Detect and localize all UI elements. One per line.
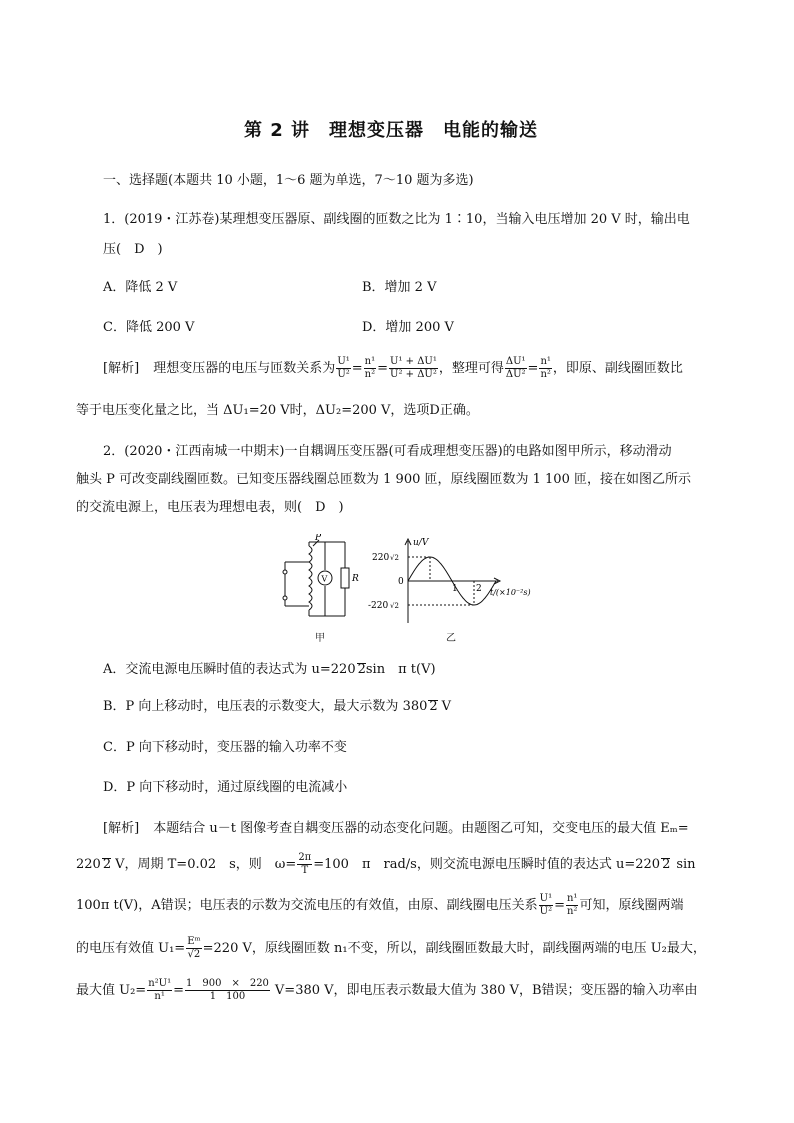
fraction-du1-du2: $\frac{\text{ΔU¹}}{\text{ΔU²}}$: [505, 356, 526, 380]
circuit-figure: [275, 534, 375, 626]
fraction-u1-u2: $\frac{\text{U¹}}{\text{U²}}$: [337, 356, 350, 380]
q1-analysis-text-a: 理想变压器的电压与匝数关系为: [153, 361, 336, 376]
analysis-label: [解析]: [103, 821, 140, 836]
fraction-2pi-T: $\frac{2\pi}{T}$: [298, 852, 312, 876]
circuit-label-p: P: [315, 534, 322, 543]
fraction-u1-u2-q2: $\frac{\text{U¹}}{\text{U²}}$: [539, 893, 553, 917]
voltage-graph: [368, 535, 548, 627]
graph-ybottom: -220: [368, 601, 389, 611]
analysis-label: [解析]: [103, 361, 140, 376]
q1-analysis-text-b: ，整理可得: [438, 361, 504, 376]
figure-caption-right: 乙: [446, 633, 456, 644]
graph-x1: 1: [452, 584, 458, 594]
q2-option-d: D．P 向下移动时，通过原线圈的电流减小: [103, 780, 348, 795]
q1-option-d: D．增加 200 V: [362, 320, 454, 335]
q1-analysis-line2: 等于电压变化量之比，当 ΔU₁=20 V时，ΔU₂=200 V，选项D正确。: [76, 403, 479, 418]
fraction-em-sqrt2: $\frac{\text{Eᵐ}}{√2}$: [187, 936, 201, 960]
q1-option-c: C．降低 200 V: [103, 320, 195, 335]
graph-zero: 0: [398, 577, 404, 587]
q1-option-b: B．增加 2 V: [362, 280, 437, 295]
graph-x2: 2: [476, 584, 482, 594]
q2-analysis-line1: [解析] 本题结合 u－t 图像考查自耦变压器的动态变化问题。由题图乙可知，交变电压的最大值 Eₘ=: [103, 821, 689, 836]
page-title: 第 2 讲 理想变压器 电能的输送: [244, 120, 539, 141]
q1-analysis-line1: [解析] 理想变压器的电压与匝数关系为 $\frac{\text{U¹}}{\text{U²}}$ = $\frac{\text{n¹}}{\text{n²}}$ = $\frac{\text{U¹ + ΔU¹}}{\text{U² + ΔU²}}$ ，整理可得 $\frac{\text{ΔU¹}}{\text{ΔU²}}$ = $\frac{\text{n¹}}{\text{n²}}$ ，即原、副线圈匝数比: [103, 356, 683, 380]
fraction-1900x220-1100: $\frac{1 900 \times 220}{1 100}$: [186, 978, 269, 1002]
q2-analysis-line2: 220 2 V，周期 T=0.02 s，则 ω= $\frac{2\pi}{T}$ =100 π rad/s，则交流电源电压瞬时值的表达式 u=220 2 sin: [76, 852, 696, 876]
fraction-n1-n2-q2: $\frac{\text{n¹}}{\text{n²}}$: [566, 893, 578, 917]
figure-caption-left: 甲: [315, 633, 325, 644]
q2-stem-line1: 2．(2020・江西南城一中期末)一自耦调压变压器(可看成理想变压器)的电路如图甲所示，移动滑动: [103, 444, 672, 459]
q2-stem-line2: 触头 P 可改变副线圈匝数。已知变压器线圈总匝数为 1 900 匝，原线圈匝数为 1 100 匝，接在如图乙所示: [76, 472, 691, 487]
q2-option-a: A．交流电源电压瞬时值的表达式为 u=220 2sin π t(V): [103, 662, 436, 677]
q1-option-a: A．降低 2 V: [103, 280, 178, 295]
circuit-label-v: V: [321, 574, 328, 584]
q1-stem-line2: 压( D ): [103, 242, 163, 257]
fraction-n1-n2: $\frac{\text{n¹}}{\text{n²}}$: [364, 356, 376, 380]
q1-stem-line1: 1．(2019・江苏卷)某理想变压器原、副线圈的匝数之比为 1∶10，当输入电压增加 20 V 时，输出电: [103, 212, 690, 227]
q1-analysis-text-c: ，即原、副线圈匝数比: [552, 361, 683, 376]
graph-ytop: 220: [372, 553, 390, 563]
fraction-delta-sum: $\frac{\text{U¹ + ΔU¹}}{\text{U² + ΔU²}}$: [390, 356, 437, 380]
q2-option-b: B．P 向上移动时，电压表的示数变大，最大示数为 380 2 V: [103, 699, 452, 714]
fraction-n2u1-n1: $\frac{\text{n²U¹}}{\text{n¹}}$: [148, 978, 172, 1002]
graph-ylabel: u/V: [413, 538, 429, 548]
svg-text:√2: √2: [390, 602, 399, 610]
q2-analysis-line4: 的电压有效值 U₁= $\frac{\text{Eᵐ}}{√2}$ =220 V，原线圈匝数 n₁不变，所以，副线圈匝数最大时，副线圈两端的电压 U₂最大，: [76, 936, 706, 960]
q2-stem-line3: 的交流电源上，电压表为理想电表，则( D ): [76, 500, 344, 515]
fraction-n1-n2-b: $\frac{\text{n¹}}{\text{n²}}$: [540, 356, 551, 380]
q2-analysis-line5: 最大值 U₂= $\frac{\text{n²U¹}}{\text{n¹}}$ = $\frac{1 900 \times 220}{1 100}$ V=380 V，即电压表示数最大值为 380 V，B错误；变压器的输入功率由: [76, 978, 698, 1002]
graph-xlabel: t/(×10⁻²s): [490, 588, 531, 597]
circuit-label-r: R: [352, 574, 359, 584]
q2-option-c: C．P 向下移动时，变压器的输入功率不变: [103, 740, 347, 755]
svg-text:√2: √2: [390, 554, 399, 562]
q2-analysis-line3: 100π t(V)，A错误；电压表的示数为交流电压的有效值，由原、副线圈电压关系 $\frac{\text{U¹}}{\text{U²}}$ = $\frac{\text{n¹}}{\text{n²}}$ 可知，原线圈两端: [76, 893, 684, 917]
section-heading: 一、选择题(本题共 10 小题，1～6 题为单选，7～10 题为多选): [103, 173, 474, 188]
